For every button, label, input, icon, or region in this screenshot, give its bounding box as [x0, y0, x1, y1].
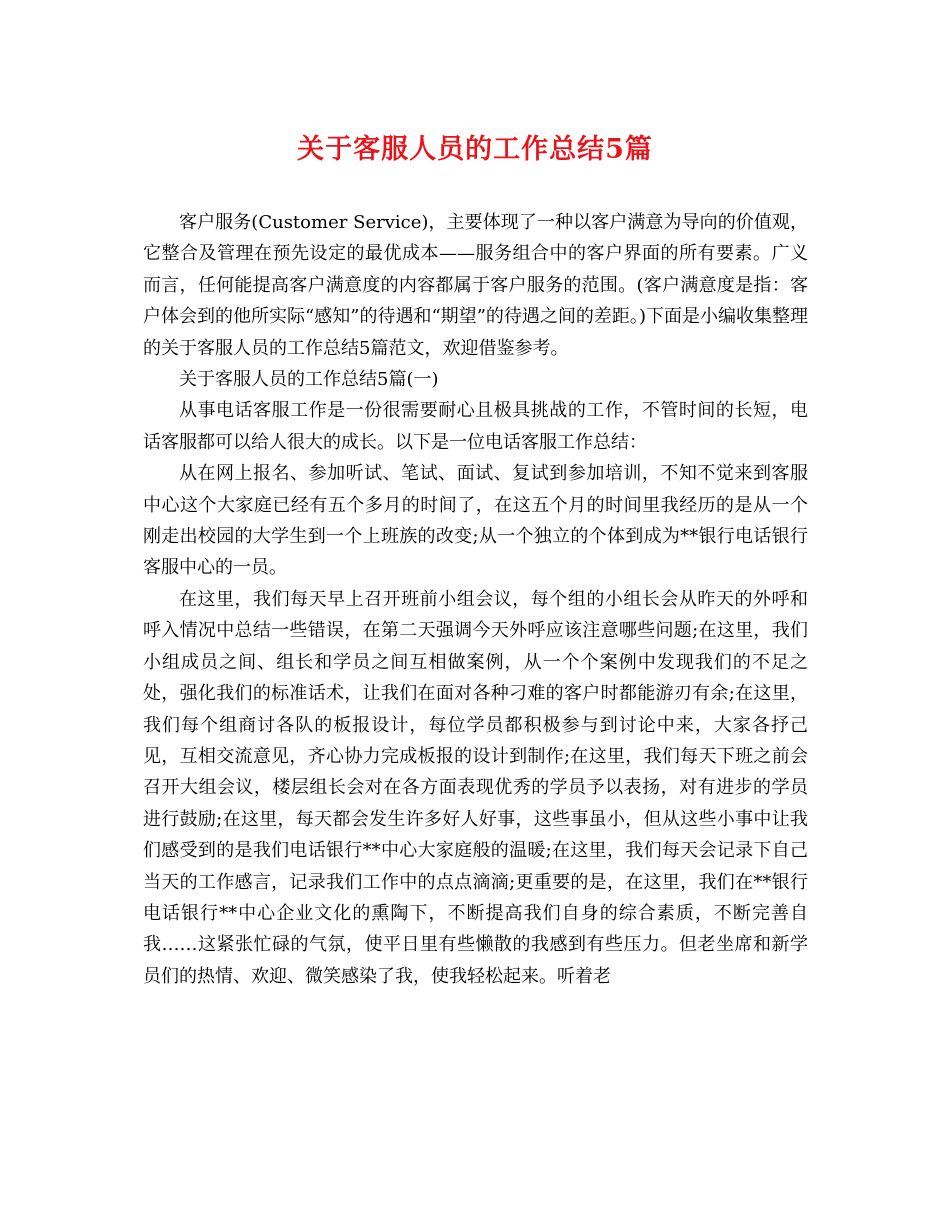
document-body [143, 207, 808, 992]
paragraph-2: 从在网上报名、参加听试、笔试、面试、复试到参加培训，不知不觉来到客服中心这个大家庭已经有五个多月的时间了，在这五个月的时间里我经历的是从一个刚走出校园的大学生到一个上班族的改变;从一个独立的个体到成为**银行电话银行客服中心的一员。 [143, 463, 808, 579]
paragraph-1: 从事电话客服工作是一份很需要耐心且极具挑战的工作，不管时间的长短，电话客服都可以给人很大的成长。以下是一位电话客服工作总结： [143, 400, 808, 453]
document-title: 关于客服人员的工作总结5篇 [297, 134, 653, 165]
paragraph-3: 在这里，我们每天早上召开班前小组会议，每个组的小组长会从昨天的外呼和呼入情况中总结一些错误，在第二天强调今天外呼应该注意哪些问题;在这里，我们小组成员之间、组长和学员之间互相做案例，从一个个案例中发现我们的不足之处，强化我们的标准话术，让我们在面对各种刁难的客户时都能游刃有余;在这里，我们每个组商讨各队的板报设计，每位学员都积极参与到讨论中来，大家各抒己见，互相交流意见，齐心协力完成板报的设计到制作;在这里，我们每天下班之前会召开大组会议，楼层组长会对在各方面表现优秀的学员予以表扬，对有进步的学员进行鼓励;在这里，每天都会发生许多好人好事，这些事虽小，但从这些小事中让我们感受到的是我们电话银行**中心大家庭般的温暖;在这里，我们每天会记录下自己当天的工作感言，记录我们工作中的点点滴滴;更重要的是，在这里，我们在**银行电话银行**中心企业文化的熏陶下，不断提高我们自身的综合素质，不断完善自我……这紧张忙碌的气氛，使平日里有些懒散的我感到有些压力。但老坐席和新学员们的热情、欢迎、微笑感染了我，使我轻松起来。听着老 [143, 588, 808, 987]
section-heading: 关于客服人员的工作总结5篇(一) [179, 369, 439, 391]
paragraph-intro: 客户服务(Customer Service)，主要体现了一种以客户满意为导向的价值观，它整合及管理在预先设定的最优成本——服务组合中的客户界面的所有要素。广义而言，任何能提高客户满意度的内容都属于客户服务的范围。(客户满意度是指：客户体会到的他所实际“感知”的待遇和“期望”的待遇之间的差距。)下面是小编收集整理的关于客服人员的工作总结5篇范文，欢迎借鉴参考。 [143, 212, 808, 359]
